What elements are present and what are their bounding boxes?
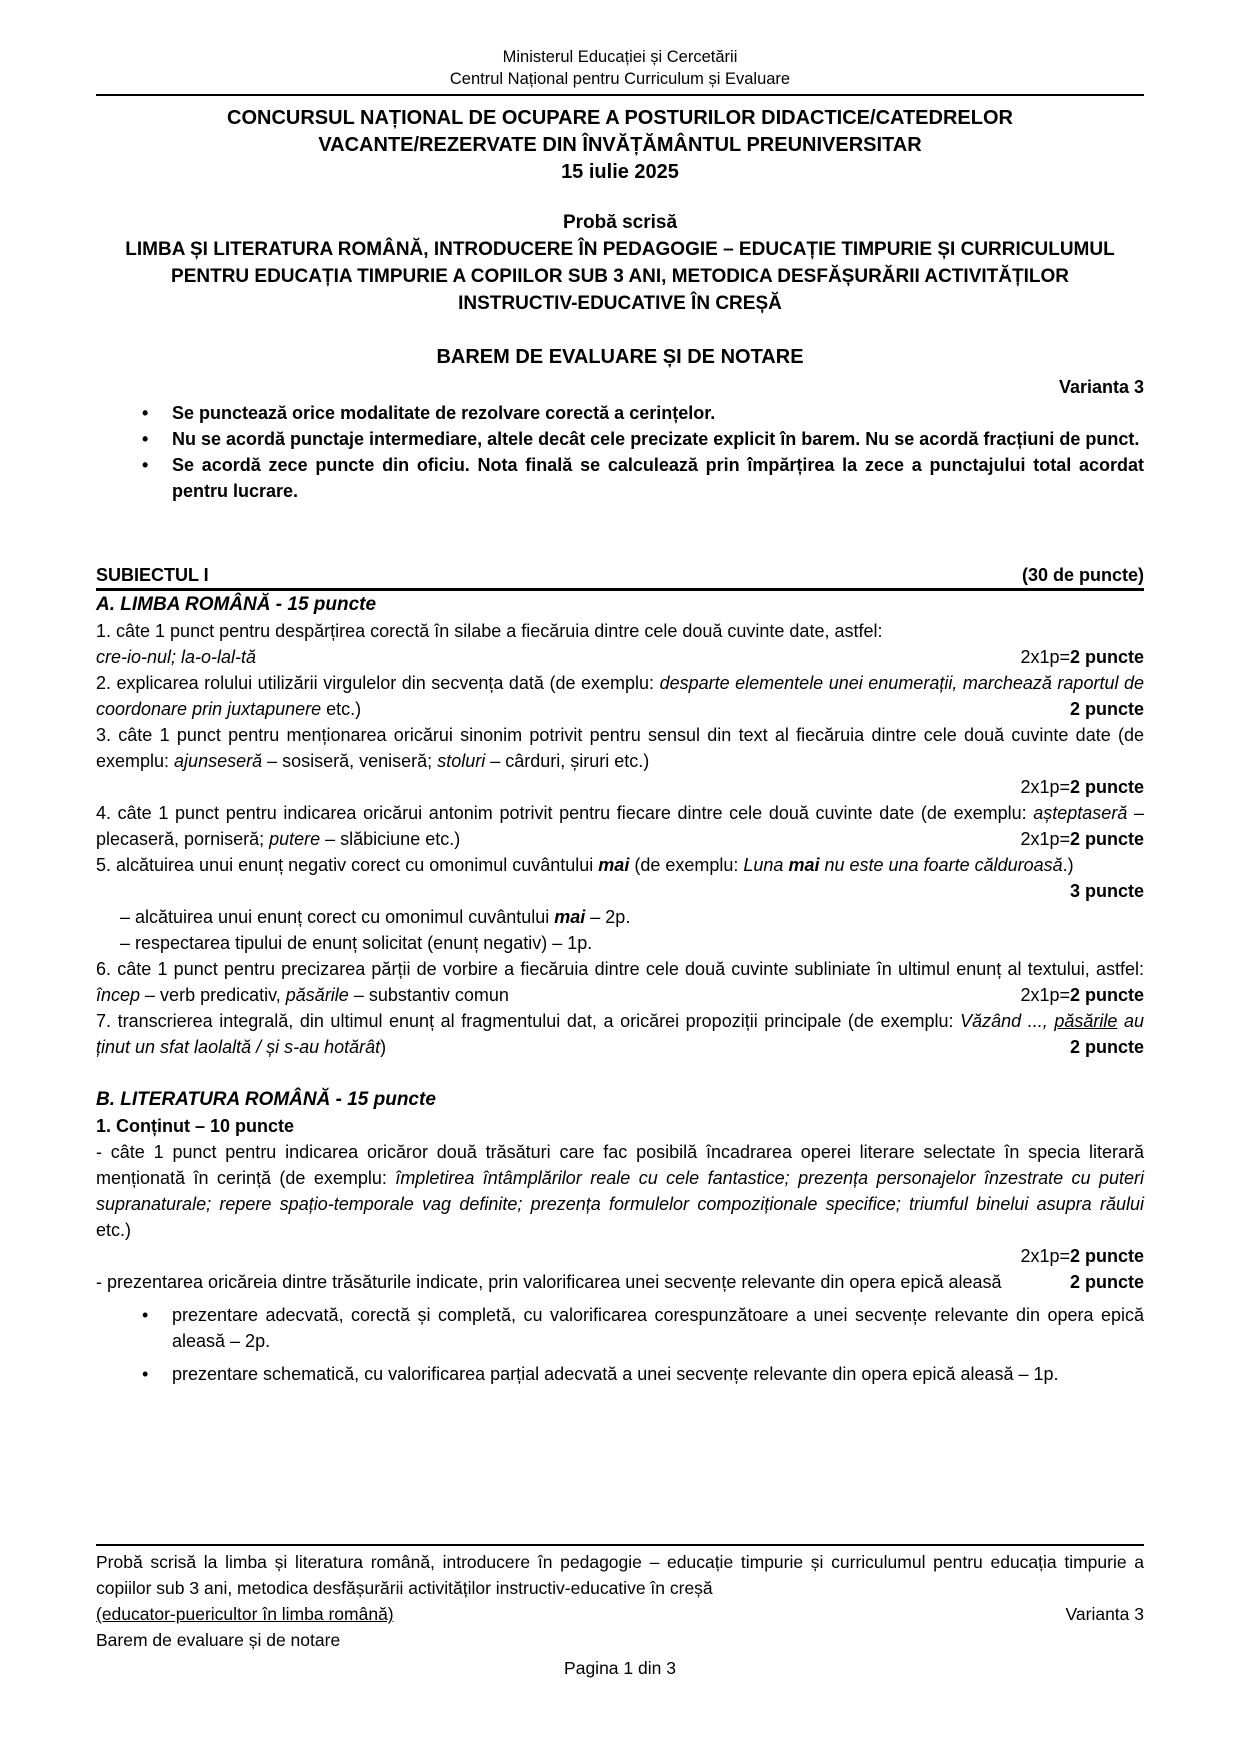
- points-value: 2 puncte: [1069, 829, 1144, 849]
- item-a6-text: 6. câte 1 punct pentru precizarea părții de vorbire a fiecăruia dintre cele două cuvinte subliniate în ultimul enunț al textului, astfel:: [96, 959, 1144, 979]
- item-a4-example: așteptaseră: [1033, 803, 1128, 823]
- item-a5-keyword: mai: [788, 855, 820, 875]
- item-a4-example: putere: [269, 829, 321, 849]
- item-a3-example: ajunseseră: [174, 751, 263, 771]
- scoring-rule: • Nu se acordă punctaje intermediare, altele decât cele precizate explicit în barem. Nu se acordă fracțiuni de punct.: [96, 426, 1144, 452]
- item-a6-text: – verb predicativ,: [140, 985, 286, 1005]
- item-a5-sub1: [96, 904, 1144, 930]
- contest-title: CONCURSUL NAȚIONAL DE OCUPARE A POSTURILOR DIDACTICE/CATEDRELOR VACANTE/REZERVATE DIN ÎNVĂȚĂMÂNTUL PREUNIVERSITAR: [227, 107, 1013, 156]
- item-a5-keyword: mai: [598, 855, 630, 875]
- org-line1: Ministerul Educației și Cercetării: [502, 48, 738, 66]
- section-b-subheading: 1. Conținut – 10 puncte: [96, 1116, 295, 1136]
- item-a7-underlined-word: păsările: [1054, 1011, 1118, 1031]
- item-a6-example: păsările: [285, 985, 349, 1005]
- org-line2: Centrul Național pentru Curriculum și Evaluare: [449, 70, 791, 88]
- points-prefix: 2x1p=: [1020, 985, 1070, 1005]
- points-value: 2 puncte: [1069, 1246, 1144, 1266]
- footer-variant: Varianta 3: [1065, 1604, 1144, 1624]
- item-a3-text: – cârduri, șiruri etc.): [485, 751, 650, 771]
- item-a5-text: (de exemplu:: [629, 855, 744, 875]
- scoring-rule: • Se acordă zece puncte din oficiu. Nota finală se calculează prin împărțirea la zece a punctajului total acordat pentru lucrare.: [96, 452, 1144, 504]
- item-a1-example: cre-io-nul; la-o-lal-tă: [96, 647, 257, 667]
- header-divider: [96, 94, 1144, 96]
- item-b1-text: - câte 1 punct pentru indicarea oricăror două trăsături care fac posibilă încadrarea operei literare selectate în specia literară menționată în cerință (de exemplu:: [96, 1142, 1144, 1188]
- points-value: 2 puncte: [1069, 1037, 1144, 1057]
- subject1-heading-row: [96, 562, 1144, 591]
- item-a6-points: [1020, 982, 1144, 1008]
- points-value: 2 puncte: [1069, 985, 1144, 1005]
- item-b2-bullet: • prezentare adecvată, corectă și completă, cu valorificarea corespunzătoare a unei secvențe relevante din opera epică aleasă – 2p.: [96, 1302, 1144, 1354]
- item-a6-text: – substantiv comun: [348, 985, 509, 1005]
- footer-program-row: [96, 1601, 1144, 1627]
- item-b1-example: împletirea întâmplărilor reale cu cele fantastice; prezența personajelor înzestrate cu puteri supranaturale; repere spațio-temporale vag definite; prezența formulelor compoziționale specifice; triumful binelui asupra răului: [96, 1168, 1144, 1214]
- page-number: Pagina 1 din 3: [564, 1658, 676, 1678]
- item-a3-text: 3. câte 1 punct pentru menționarea oricărui sinonim potrivit pentru sensul din text al fiecăruia dintre cele două cuvinte date (de exemplu:: [96, 725, 1144, 771]
- item-b1-points-line: [96, 1243, 1144, 1269]
- exam-date: 15 iulie 2025: [561, 161, 679, 183]
- item-a1-text: 1. câte 1 punct pentru despărțirea corectă în silabe a fiecăruia dintre cele două cuvinte date, astfel:: [96, 621, 883, 641]
- item-a7-example: au ținut un sfat laolaltă / și s-au hotărât: [96, 1011, 1144, 1057]
- item-a3-points-line: [96, 774, 1144, 800]
- item-a5-text: .): [1062, 855, 1074, 875]
- points-value: 2 puncte: [1069, 699, 1144, 719]
- section-b-heading: B. LITERATURA ROMÂNĂ - 15 puncte: [96, 1089, 436, 1110]
- points-prefix: 2x1p=: [1020, 1246, 1070, 1266]
- scoring-rules: [96, 400, 1144, 504]
- item-a6-example: încep: [96, 985, 141, 1005]
- item-a5-example: nu este una foarte călduroasă: [819, 855, 1063, 875]
- item-a7-text: ): [380, 1037, 387, 1057]
- item-a4-text: – plecaseră, porniseră;: [96, 803, 1144, 849]
- item-a2-text: etc.): [321, 699, 362, 719]
- footer-description: Probă scrisă la limba și literatura română, introducere în pedagogie – educație timpurie și curriculumul pentru educația timpurie a copiilor sub 3 ani, metodica desfășurării activităților instructiv-educative în creșă: [96, 1552, 1144, 1598]
- org-header: [96, 46, 1144, 90]
- item-a5-sub1-text: – 2p.: [585, 907, 631, 927]
- subject1-points: (30 de puncte): [1021, 565, 1144, 585]
- item-a5-sub1-text: – alcătuirea unui enunț corect cu omonimul cuvântului: [120, 907, 555, 927]
- variant-label: Varianta 3: [1058, 377, 1144, 397]
- item-a5-example: Luna: [743, 855, 789, 875]
- item-a7-example: Văzând ...,: [960, 1011, 1055, 1031]
- item-a2-text: 2. explicarea rolului utilizării virgulelor din secvența dată (de exemplu:: [96, 673, 660, 693]
- item-a4-points: [1020, 826, 1144, 852]
- item-a5-sub2: [96, 930, 1144, 956]
- points-value: 2 puncte: [1069, 777, 1144, 797]
- proba-label: Probă scrisă: [562, 212, 678, 233]
- item-a4-text: 4. câte 1 punct pentru indicarea oricărui antonim potrivit pentru fiecare dintre cele două cuvinte date (de exemplu:: [96, 803, 1034, 823]
- item-a7-text: 7. transcrierea integrală, din ultimul enunț al fragmentului dat, a oricărei propoziții principale (de exemplu:: [96, 1011, 961, 1031]
- item-a3-text: – sosiseră, veniseră;: [262, 751, 438, 771]
- item-a1-points: [1020, 644, 1144, 670]
- subject1-label: SUBIECTUL I: [96, 565, 209, 585]
- item-a3-example: stoluri: [437, 751, 486, 771]
- item-a5-sub2-text: – respectarea tipului de enunț solicitat (enunț negativ) – 1p.: [120, 933, 593, 953]
- section-a-heading: A. LIMBA ROMÂNĂ - 15 puncte: [96, 594, 377, 615]
- footer-barem-label: Barem de evaluare și de notare: [96, 1630, 341, 1650]
- points-prefix: 2x1p=: [1020, 777, 1070, 797]
- item-a2: [96, 670, 1144, 722]
- item-a4: [96, 800, 1144, 852]
- points-prefix: 2x1p=: [1020, 647, 1070, 667]
- item-b1: [96, 1139, 1144, 1243]
- discipline-title: LIMBA ȘI LITERATURA ROMÂNĂ, INTRODUCERE ÎN PEDAGOGIE – EDUCAȚIE TIMPURIE ȘI CURRICULUMUL PENTRU EDUCAȚIA TIMPURIE A COPIILOR SUB 3 ANI, METODICA DESFĂȘURĂRII ACTIVITĂȚILOR INSTRUCTIV-EDUCATIVE ÎN CREȘĂ: [125, 239, 1115, 314]
- item-a4-text: – slăbiciune etc.): [320, 829, 461, 849]
- item-a1-example-line: [96, 644, 1144, 670]
- points-prefix: 2x1p=: [1020, 829, 1070, 849]
- item-a3: [96, 722, 1144, 774]
- scoring-rule: • Se punctează orice modalitate de rezolvare corectă a cerințelor.: [96, 400, 1144, 426]
- barem-title: BAREM DE EVALUARE ȘI DE NOTARE: [436, 346, 804, 368]
- item-b2-text: - prezentarea oricăreia dintre trăsăturile indicate, prin valorificarea unei secvențe relevante din opera epică aleasă: [96, 1272, 1002, 1292]
- item-b2: [96, 1269, 1144, 1295]
- item-a6: [96, 956, 1144, 1008]
- item-a2-example: desparte elementele unei enumerații, marchează raportul de coordonare prin juxtapunere: [96, 673, 1145, 719]
- page-footer: [96, 1544, 1144, 1681]
- item-b1-text: etc.): [96, 1220, 132, 1240]
- points-value: 3 puncte: [1069, 881, 1144, 901]
- points-value: 2 puncte: [1069, 1272, 1144, 1292]
- item-a5-text: 5. alcătuirea unui enunț negativ corect cu omonimul cuvântului: [96, 855, 599, 875]
- item-b2-bullet: • prezentare schematică, cu valorificarea parțial adecvată a unei secvențe relevante din opera epică aleasă – 1p.: [96, 1361, 1144, 1387]
- points-value: 2 puncte: [1069, 647, 1144, 667]
- item-a5-keyword: mai: [554, 907, 586, 927]
- item-a7: [96, 1008, 1144, 1060]
- item-a5: [96, 852, 1144, 901]
- item-a1: [96, 618, 1144, 644]
- footer-program: (educator-puericultor în limba română): [96, 1604, 394, 1624]
